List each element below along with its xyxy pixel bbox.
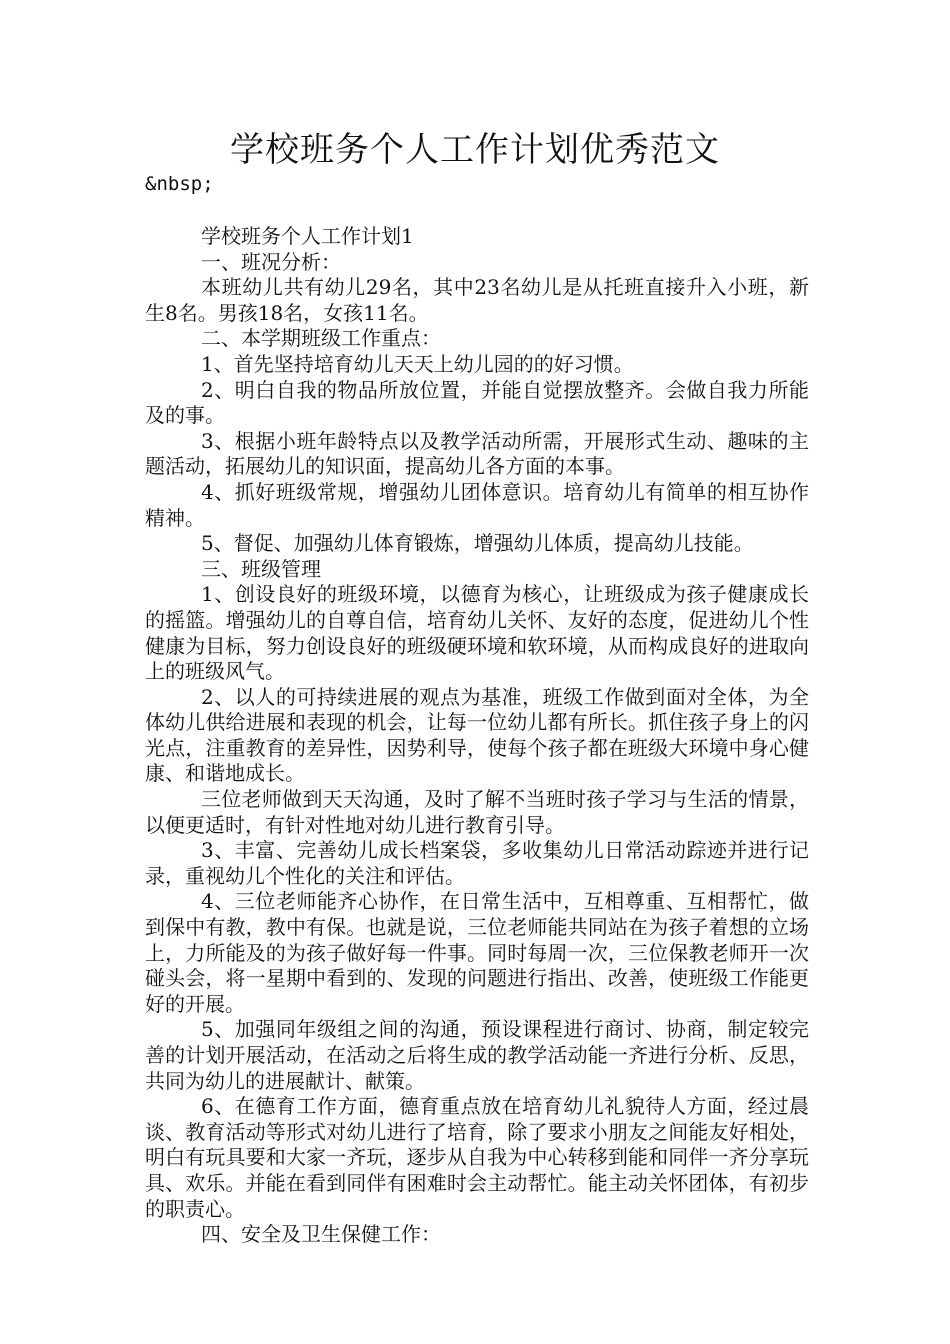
- body-paragraph: 6、在德育工作方面，德育重点放在培育幼儿礼貌待人方面，经过晨谈、教育活动等形式对幼儿进行了培育，除了要求小朋友之间能友好相处，明白有玩具要和大家一齐玩，逐步从自我为中心转移到能和同伴一齐分享玩具、欢乐。并能在看到同伴有困难时会主动帮忙。能主动关怀团体，有初步的职责心。: [145, 1094, 809, 1221]
- body-paragraph: 本班幼儿共有幼儿29名，其中23名幼儿是从托班直接升入小班，新生8名。男孩18名，女孩11名。: [145, 275, 809, 325]
- document-title: 学校班务个人工作计划优秀范文: [230, 130, 720, 170]
- document-body: [145, 224, 809, 1248]
- body-paragraph: 3、丰富、完善幼儿成长档案袋，多收集幼儿日常活动踪迹并进行记录，重视幼儿个性化的关注和评估。: [145, 838, 809, 888]
- body-paragraph: 1、首先坚持培育幼儿天天上幼儿园的的好习惯。: [201, 351, 634, 376]
- body-paragraph: 4、三位老师能齐心协作，在日常生活中，互相尊重、互相帮忙，做到保中有教，教中有保。也就是说，三位老师能共同站在为孩子着想的立场上，力所能及的为孩子做好每一件事。同时每周一次，三位保教老师开一次碰头会，将一星期中看到的、发现的问题进行指出、改善，使班级工作能更好的开展。: [145, 889, 809, 1016]
- body-paragraph: 2、明白自我的物品所放位置，并能自觉摆放整齐。会做自我力所能及的事。: [145, 377, 809, 428]
- body-paragraph: 1、创设良好的班级环境，以德育为核心，让班级成为孩子健康成长的摇篮。增强幼儿的自尊自信，培育幼儿关怀、友好的态度，促进幼儿个性健康为目标，努力创设良好的班级硬环境和软环境，从而构成良好的进取向上的班级风气。: [145, 582, 809, 684]
- body-paragraph: 2、以人的可持续进展的观点为基准，班级工作做到面对全体，为全体幼儿供给进展和表现的机会，让每一位幼儿都有所长。抓住孩子身上的闪光点，注重教育的差异性，因势利导，使每个孩子都在班级大环境中身心健康、和谐地成长。: [145, 684, 809, 786]
- section-heading: 三、班级管理: [201, 556, 321, 581]
- body-paragraph: 5、加强同年级组之间的沟通，预设课程进行商讨、协商，制定较完善的计划开展活动，在活动之后将生成的教学活动能一齐进行分析、反思，共同为幼儿的进展献计、献策。: [145, 1017, 809, 1093]
- body-paragraph: 5、督促、加强幼儿体育锻炼，增强幼儿体质，提高幼儿技能。: [201, 531, 754, 556]
- body-paragraph: 三位老师做到天天沟通，及时了解不当班时孩子学习与生活的情景，以便更适时，有针对性地对幼儿进行教育引导。: [145, 787, 809, 837]
- section-heading: 四、安全及卫生保健工作：: [201, 1222, 441, 1247]
- entity-text-line: &nbsp;: [145, 173, 214, 195]
- section-heading: 一、班况分析：: [201, 249, 341, 274]
- section-heading: 二、本学期班级工作重点：: [201, 326, 441, 351]
- body-paragraph: 4、抓好班级常规，增强幼儿团体意识。培育幼儿有简单的相互协作精神。: [145, 479, 809, 530]
- body-paragraph: 3、根据小班年龄特点以及教学活动所需，开展形式生动、趣味的主题活动，拓展幼儿的知识面，提高幼儿各方面的本事。: [145, 428, 809, 479]
- section-heading: 学校班务个人工作计划1: [201, 224, 414, 248]
